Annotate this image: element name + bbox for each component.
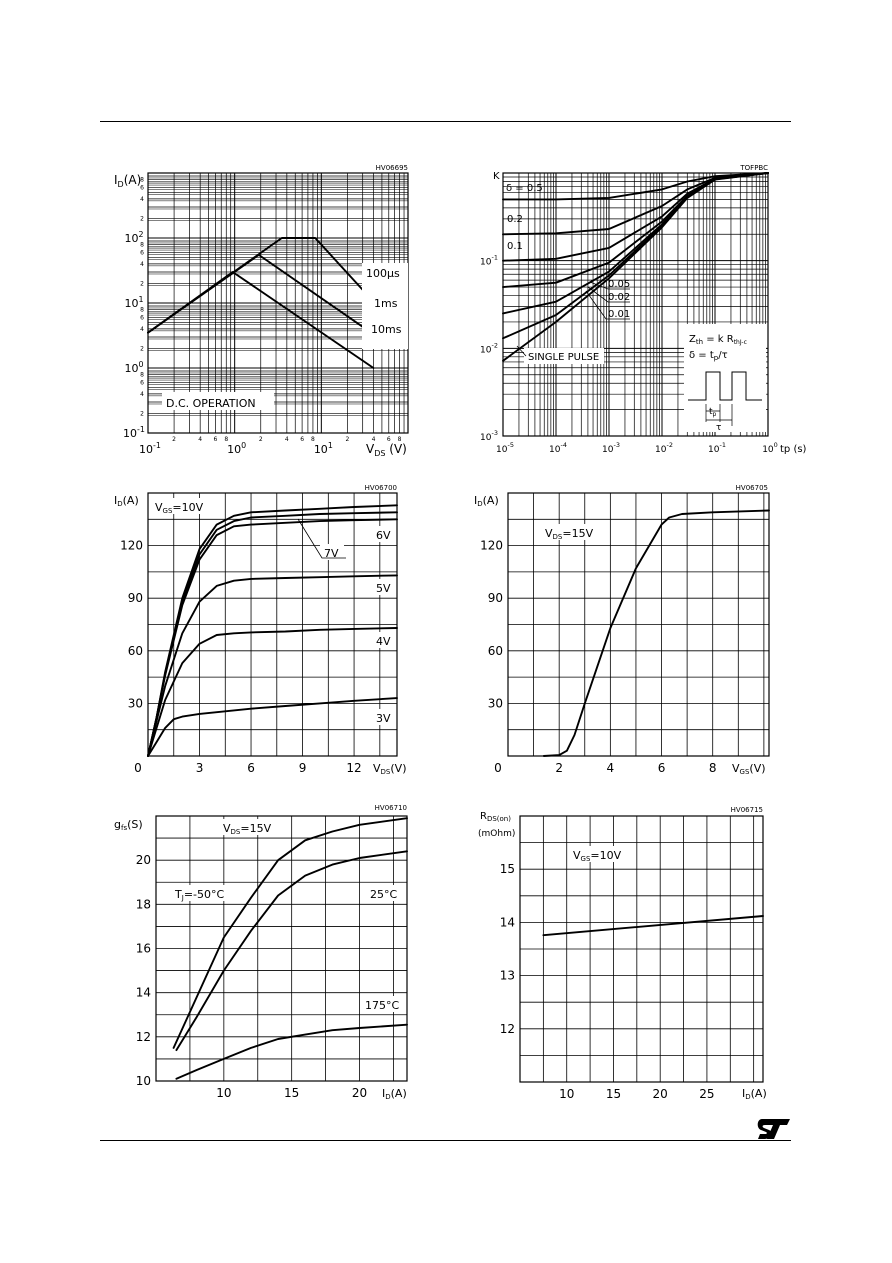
label-3v: 3V <box>376 712 391 725</box>
x-tick-label-5: $10^0$ <box>762 441 778 455</box>
y-tick-label-1: 13 <box>499 968 515 983</box>
x-minor-tick-label: 8 <box>224 436 229 443</box>
y-axis-unit: (mOhm) <box>478 829 516 839</box>
label-6v: 6V <box>376 529 391 542</box>
x-minor-tick-label: 8 <box>397 436 402 443</box>
x-tick-label-0: $10^{-5}$ <box>496 441 514 455</box>
x-tick-label-1: 15 <box>284 1086 300 1100</box>
y-axis-label: $R_{DS(on)}$ <box>480 811 511 823</box>
series-line-2 <box>148 519 397 756</box>
y-minor-tick-label: 4 <box>140 260 144 268</box>
series-line-0 <box>544 511 769 757</box>
x-tick-label-2: 4 <box>606 761 615 775</box>
x-tick-label-3: 9 <box>298 761 307 775</box>
x-tick-label-2: 6 <box>247 761 255 775</box>
chart-code: HV06715 <box>730 806 763 814</box>
x-tick-label-0: 0 <box>134 761 142 775</box>
y-minor-tick-label: 4 <box>140 325 144 333</box>
x-minor-tick-label: 2 <box>258 436 263 443</box>
y-axis-label: ID(A) <box>474 494 499 508</box>
chart-code: TOFPBC <box>740 164 768 172</box>
transfer-characteristics-chart <box>470 480 770 780</box>
y-tick-label-5: 20 <box>135 853 151 868</box>
x-tick-label-3: 25 <box>699 1087 715 1101</box>
x-tick-label-1: 2 <box>555 761 563 775</box>
y-tick-label-4: 120 <box>480 538 503 553</box>
st-logo <box>756 1117 792 1141</box>
x-minor-tick-label: 4 <box>284 436 289 443</box>
x-tick-label-0: 10 <box>216 1086 232 1100</box>
label-vds15: VDS=15V <box>223 822 272 836</box>
y-minor-tick-label: 8 <box>140 241 144 249</box>
series-line-5 <box>503 173 768 338</box>
x-minor-tick-label: 2 <box>345 436 350 443</box>
label-175c: 175°C <box>365 999 400 1012</box>
x-tick-label-4: $10^{-1}$ <box>708 441 726 455</box>
y-minor-tick-label: 2 <box>140 280 144 288</box>
series-group <box>148 505 397 756</box>
label-tj-minus50: TJ=-50°C <box>175 888 225 902</box>
x-tick-label-2: $10^{-3}$ <box>602 441 620 455</box>
y-axis-label: K <box>493 171 500 182</box>
annotation-zth: $Z_{th} = k$ $R_{thJ-c}$ <box>689 334 747 346</box>
y-tick-label-1: $10^0$ <box>124 360 144 375</box>
tick-labels <box>500 862 715 1101</box>
y-tick-label-3: 15 <box>499 862 515 877</box>
x-minor-tick-label: 4 <box>198 436 203 443</box>
label-25c: 25°C <box>370 888 398 901</box>
y-minor-tick-label: 8 <box>140 371 144 379</box>
y-tick-label-1: 30 <box>487 696 503 711</box>
y-tick-label-3: 16 <box>135 941 151 956</box>
x-tick-label-4: 8 <box>708 761 717 775</box>
series-group <box>544 511 769 757</box>
y-tick-label-1: 30 <box>127 696 143 711</box>
y-minor-tick-label: 8 <box>140 176 144 184</box>
y-tick-label-2: 14 <box>499 915 515 930</box>
tick-labels <box>480 539 716 775</box>
x-tick-label-2: 20 <box>351 1086 368 1100</box>
y-minor-tick-label: 4 <box>140 195 144 203</box>
series-line-3 <box>148 575 397 756</box>
series-line-1 <box>148 512 397 756</box>
series-line-5 <box>148 698 397 756</box>
y-tick-label-2: $10^{-1}$ <box>480 253 498 268</box>
y-minor-tick-label: 2 <box>140 345 144 353</box>
label-vds15: VDS=15V <box>545 527 594 541</box>
y-tick-label-1: 12 <box>135 1029 151 1044</box>
y-tick-label-2: 60 <box>487 643 503 658</box>
x-tick-label-0: $10^{-1}$ <box>139 441 161 456</box>
annotation-02: 0.2 <box>507 214 523 225</box>
x-tick-label-3: $10^{-2}$ <box>655 441 673 455</box>
y-tick-label-0: 10 <box>135 1074 151 1088</box>
safe-operating-area-chart <box>100 160 408 460</box>
label-4v: 4V <box>376 635 391 648</box>
series-line-0 <box>148 505 397 756</box>
annotation-delta-05: δ = 0.5 <box>506 183 543 194</box>
series-line-4 <box>148 628 397 756</box>
x-axis-label: $V_{DS}$ (V) <box>366 442 407 458</box>
x-axis-label: tp (s) <box>780 444 807 455</box>
y-tick-label-2: 60 <box>127 643 143 658</box>
chart-code: HV06705 <box>735 484 768 492</box>
annotation-100us: 100μs <box>366 267 400 280</box>
y-minor-tick-label: 6 <box>140 249 144 257</box>
x-minor-tick-label: 6 <box>386 436 391 443</box>
x-tick-label-0: 0 <box>494 761 502 775</box>
tick-labels <box>120 539 362 775</box>
output-characteristics-chart <box>100 480 407 780</box>
annotation-tp: $t_p$ <box>709 407 717 418</box>
label-vgs10: VGS=10V <box>573 849 622 863</box>
x-tick-label-4: 12 <box>346 761 362 775</box>
x-tick-label-1: $10^{-4}$ <box>549 441 567 455</box>
x-axis-label: VGS(V) <box>732 762 766 776</box>
y-axis-label: gfs(S) <box>114 818 143 832</box>
y-tick-label-4: 18 <box>135 897 151 912</box>
header-rule <box>100 121 791 122</box>
y-tick-label-3: $10^2$ <box>124 230 144 245</box>
y-minor-tick-label: 6 <box>140 184 144 192</box>
y-minor-tick-label: 2 <box>140 215 144 223</box>
annotation-01: 0.1 <box>507 241 523 252</box>
label-5v: 5V <box>376 582 391 595</box>
x-minor-tick-label: 6 <box>300 436 305 443</box>
footer-rule <box>100 1140 791 1141</box>
x-axis-label: ID(A) <box>382 1087 407 1101</box>
x-tick-label-3: 6 <box>657 761 666 775</box>
x-tick-label-2: 20 <box>652 1087 668 1101</box>
chart-code: HV06710 <box>374 804 407 812</box>
y-tick-label-0: 12 <box>499 1021 515 1036</box>
y-minor-tick-label: 4 <box>140 390 144 398</box>
x-tick-label-0: 10 <box>559 1087 575 1101</box>
y-tick-label-3: 90 <box>487 591 503 606</box>
series-line-0 <box>174 818 407 1048</box>
annotation-single-pulse: SINGLE PULSE <box>528 352 600 363</box>
y-axis-label: ID(A) <box>114 494 139 508</box>
x-tick-label-1: $10^0$ <box>227 441 247 456</box>
y-tick-label-4: 120 <box>120 538 143 553</box>
y-minor-tick-label: 6 <box>140 379 144 387</box>
label-vgs10: VGS=10V <box>155 501 204 515</box>
y-axis-label: $I_D(A)$ <box>114 173 142 189</box>
chart-code: HV06695 <box>375 164 408 172</box>
y-minor-tick-label: 8 <box>140 306 144 314</box>
x-minor-tick-label: 6 <box>213 436 218 443</box>
label-7v: 7V <box>324 547 339 560</box>
y-minor-tick-label: 2 <box>140 410 144 418</box>
annotation-10ms: 10ms <box>371 323 402 336</box>
y-tick-label-0: $10^{-3}$ <box>480 429 498 443</box>
x-minor-tick-label: 4 <box>371 436 376 443</box>
x-tick-label-1: 15 <box>605 1087 622 1101</box>
x-axis-label: VDS(V) <box>373 762 407 776</box>
x-tick-label-2: $10^1$ <box>313 441 333 456</box>
grid <box>520 816 763 1082</box>
x-minor-tick-label: 8 <box>311 436 315 443</box>
x-axis-label: ID(A) <box>742 1087 767 1101</box>
annotation-001: 0.01 <box>608 309 631 320</box>
chart-code: HV06700 <box>364 484 397 492</box>
rdson-chart <box>470 800 770 1100</box>
annotation-dc-operation: D.C. OPERATION <box>166 397 256 410</box>
y-minor-tick-label: 6 <box>140 314 144 322</box>
annotation-005: 0.05 <box>608 279 631 290</box>
annotation-delta: $\delta = t_p/\tau$ <box>689 350 728 362</box>
thermal-impedance-chart <box>470 160 807 460</box>
annotation-1ms: 1ms <box>374 297 398 310</box>
x-tick-label-1: 3 <box>195 761 204 775</box>
y-tick-label-0: $10^{-1}$ <box>123 425 145 440</box>
annotation-tau: τ <box>716 423 722 433</box>
y-tick-label-2: $10^1$ <box>124 295 144 310</box>
transconductance-chart <box>100 800 407 1101</box>
y-tick-label-3: 90 <box>127 591 143 606</box>
y-tick-label-1: $10^{-2}$ <box>480 341 498 356</box>
annotation-002: 0.02 <box>608 292 631 303</box>
tick-labels <box>136 853 367 1100</box>
y-tick-label-2: 14 <box>135 985 151 1000</box>
x-minor-tick-label: 2 <box>172 436 177 443</box>
